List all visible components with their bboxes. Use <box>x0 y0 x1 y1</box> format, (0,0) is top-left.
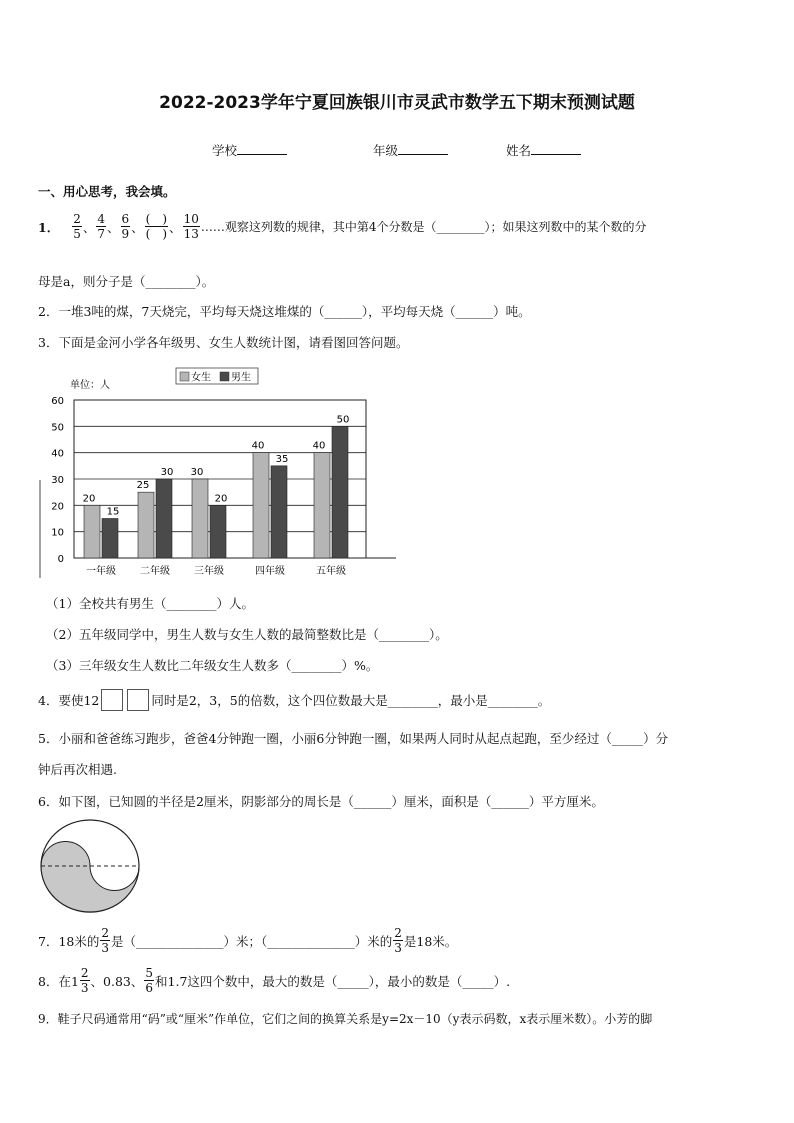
data-label: 20 <box>82 493 96 505</box>
grade-field: 年级 <box>373 141 448 159</box>
fraction: $\frac{6}{9}$ <box>121 212 130 241</box>
y-tick-label: 50 <box>51 422 64 434</box>
question-3-1: （1）全校共有男生（________）人。 <box>46 596 254 611</box>
y-axis-label: 单位：人 <box>70 380 110 391</box>
data-label: 35 <box>275 453 289 465</box>
question-9: 9．鞋子尺码通常用“码”或“厘米”作单位，它们之间的换算关系是y=2x－10（y表示码数，x表示厘米数）。小芳的脚 <box>38 1012 653 1026</box>
digit-box <box>127 689 149 711</box>
question-5: 5．小丽和爸爸练习跑步，爸爸4分钟跑一圈，小丽6分钟跑一圈，如果两人同时从起点起跑，至少经过（_____）分 <box>38 731 669 746</box>
bar-chart <box>36 362 416 582</box>
y-tick-label: 40 <box>51 448 64 460</box>
legend-swatch <box>220 372 229 381</box>
category-label: 五年级 <box>316 566 346 577</box>
category-label: 二年级 <box>140 566 170 577</box>
question-3: 3．下面是金河小学各年级男、女生人数统计图，请看图回答问题。 <box>38 335 409 350</box>
shaded-region <box>41 842 139 913</box>
name-field: 姓名 <box>506 141 581 159</box>
category-label: 三年级 <box>194 566 224 577</box>
question-6: 6．如下图，已知圆的半径是2厘米，阴影部分的周长是（______）厘米，面积是（______）平方厘米。 <box>38 794 604 809</box>
legend-swatch <box>180 372 189 381</box>
bar <box>271 466 287 558</box>
bar <box>253 453 269 558</box>
bar <box>332 426 348 558</box>
legend-label: 男生 <box>231 372 251 384</box>
category-label: 一年级 <box>86 566 116 577</box>
question-7: 7．18米的 $\frac{2}{3}$ 是（______________）米；（______________）米的 $\frac{2}{3}$ 是18米。 <box>38 926 458 955</box>
page-title: 2022-2023学年宁夏回族银川市灵武市数学五下期末预测试题 <box>159 93 635 113</box>
data-label: 15 <box>106 506 120 518</box>
data-label: 50 <box>336 414 350 426</box>
circle-figure <box>36 818 142 914</box>
fraction: $\frac{4}{7}$ <box>97 212 105 241</box>
question-2: 2．一堆3吨的煤，7天烧完，平均每天烧这堆煤的（______），平均每天烧（______）吨。 <box>38 304 531 319</box>
question-4: 4．要使12 同时是2，3，5的倍数，这个四位数最大是________，最小是________。 <box>38 689 550 711</box>
y-tick-label: 20 <box>51 501 64 513</box>
data-label: 40 <box>312 440 326 452</box>
question-1-cont: 母是a，则分子是（________）。 <box>38 274 215 289</box>
question-5-cont: 钟后再次相遇. <box>38 762 117 777</box>
bar <box>210 505 226 558</box>
question-8: 8．在1 $\frac{2}{3}$ 、0.83、 $\frac{5}{6}$ 和1.7这四个数中，最大的数是（_____），最小的数是（_____）. <box>38 966 511 995</box>
data-label: 30 <box>160 467 174 478</box>
bar <box>156 479 172 558</box>
data-label: 30 <box>190 467 204 478</box>
bar <box>192 479 208 558</box>
bar <box>314 453 330 558</box>
category-label: 四年级 <box>255 566 285 577</box>
bar <box>138 492 154 558</box>
digit-box <box>101 689 123 711</box>
question-3-3: （3）三年级女生人数比二年级女生人数多（________）%。 <box>46 658 379 673</box>
data-label: 25 <box>136 480 150 492</box>
y-tick-label: 10 <box>51 527 64 539</box>
school-field: 学校 <box>212 141 287 159</box>
section-heading: 一、用心思考，我会填。 <box>38 184 176 199</box>
bar <box>102 519 118 559</box>
legend-label: 女生 <box>191 372 211 384</box>
y-tick-label: 30 <box>51 475 64 486</box>
data-label: 40 <box>251 440 265 452</box>
bar <box>84 505 100 558</box>
y-tick-label: 0 <box>57 554 64 565</box>
question-1: 1． $\frac{2}{5}$ 、 $\frac{4}{7}$ 、 $\frac{6}{9}$ 、 $\frac{( )}{( )}$ 、 $\frac{10}{13}$ ……观察这列数的规律，其中第4个分数是（________）；如果这列数中的某个数的分 <box>38 212 647 241</box>
fraction: $\frac{( )}{( )}$ <box>145 212 168 241</box>
fraction: $\frac{10}{13}$ <box>183 212 199 241</box>
question-3-2: （2）五年级同学中，男生人数与女生人数的最简整数比是（________）。 <box>46 627 448 642</box>
y-tick-label: 60 <box>51 396 64 407</box>
fraction: $\frac{2}{5}$ <box>73 212 81 241</box>
data-label: 20 <box>214 493 228 505</box>
